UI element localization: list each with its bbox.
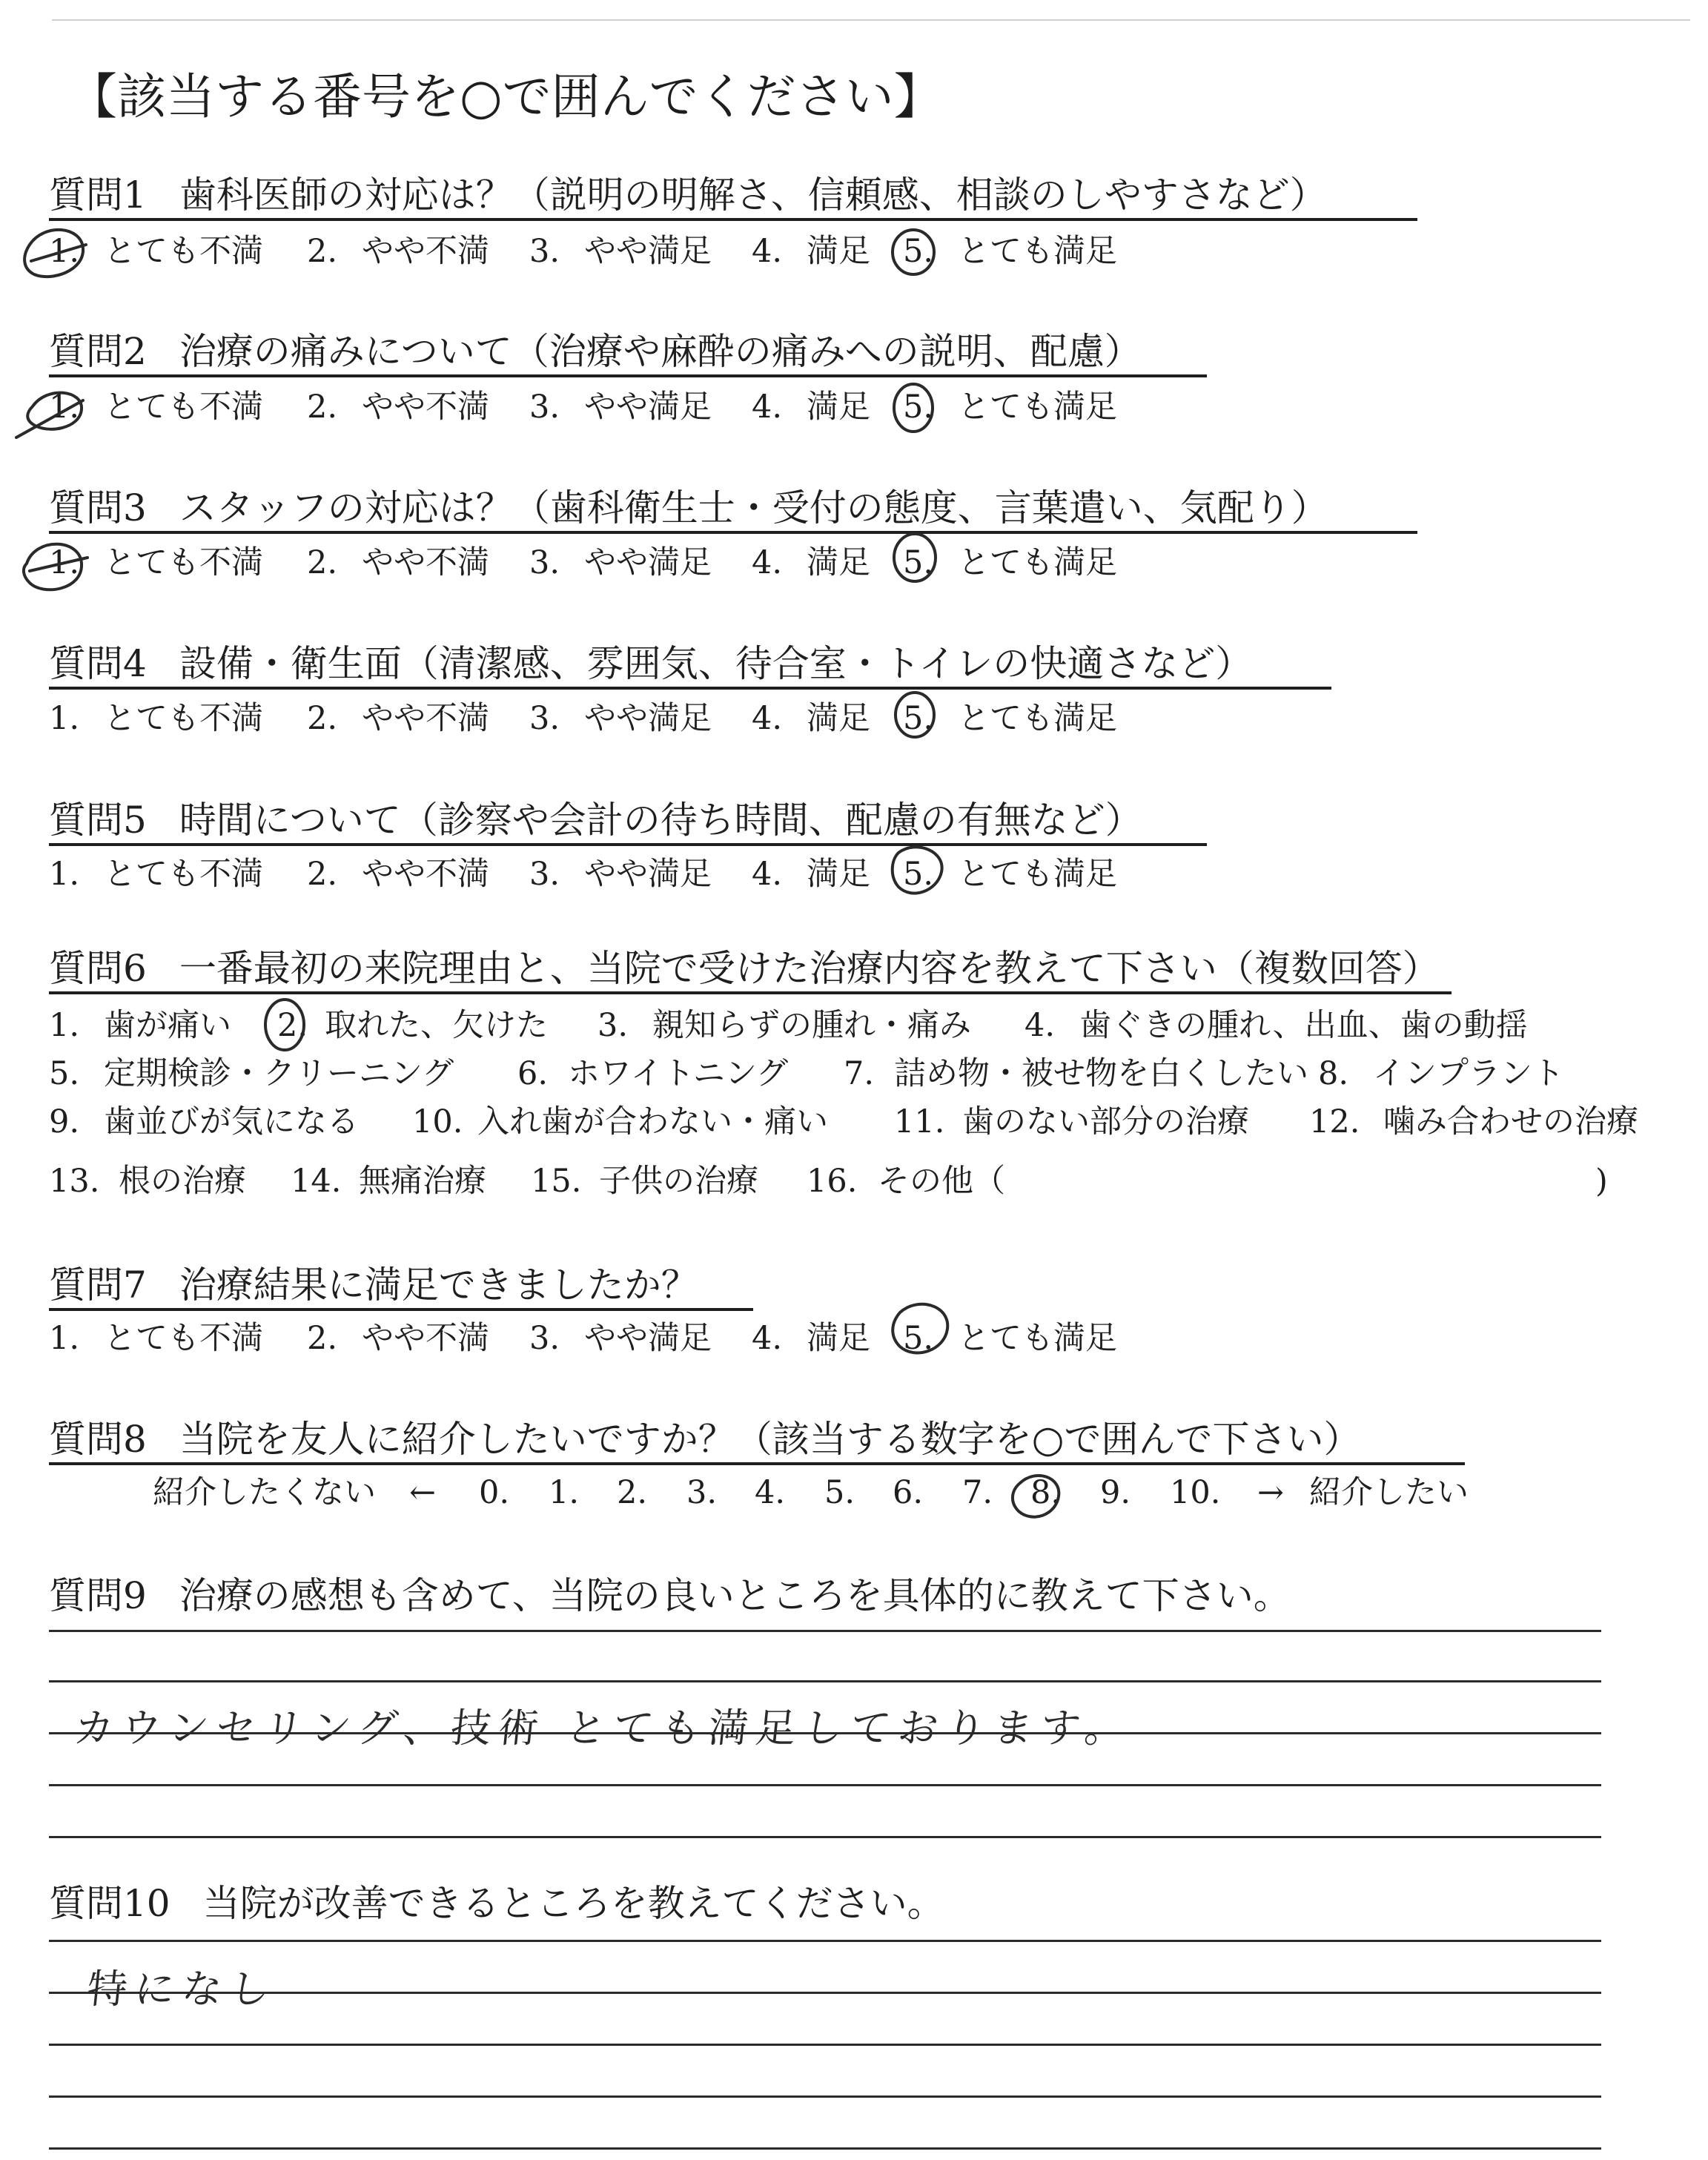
q9-writing-line[interactable] — [49, 1680, 1601, 1682]
option-label[interactable]: 取れた、欠けた — [325, 1007, 548, 1044]
option-label[interactable]: やや満足 — [584, 1320, 712, 1357]
option-number[interactable]: 5. — [903, 233, 934, 270]
question-5-underline — [49, 843, 1207, 846]
option-label[interactable]: とても不満 — [104, 544, 263, 581]
question-number: 質問8 — [49, 1418, 147, 1461]
option-number[interactable]: 3. — [529, 389, 560, 426]
question-8-title — [49, 1418, 1361, 1461]
question-1-title — [49, 174, 1327, 217]
option-label[interactable]: とても不満 — [104, 856, 263, 893]
option-number[interactable]: 5. — [903, 856, 934, 893]
option-number[interactable]: 5. — [903, 1320, 934, 1357]
question-text: 設備・衛生面（清潔感、雰囲気、待合室・トイレの快適さなど） — [179, 642, 1253, 685]
option-number[interactable]: 3. — [529, 1320, 560, 1357]
instructions-header: 【該当する番号を○で囲んでください】 — [68, 68, 943, 125]
option-number[interactable]: 3. — [598, 1007, 629, 1044]
option-number[interactable]: 2. — [307, 1320, 338, 1357]
option-label[interactable]: とても不満 — [104, 700, 263, 737]
option-number[interactable]: 5. — [903, 544, 934, 581]
question-4-underline — [49, 687, 1331, 690]
option-number[interactable]: 3. — [529, 856, 560, 893]
option-label[interactable]: とても満足 — [958, 1320, 1117, 1357]
q9-handwritten-answer: カウンセリング、技術 とても満足しております。 — [71, 1705, 1135, 1751]
option-number[interactable]: 2. — [277, 1007, 308, 1044]
scale-number[interactable]: 6. — [893, 1474, 924, 1511]
option-label[interactable]: やや満足 — [584, 544, 712, 581]
question-text: 治療の感想も含めて、当院の良いところを具体的に教えて下さい。 — [179, 1574, 1291, 1617]
option-number[interactable]: 9. — [49, 1103, 80, 1140]
option-number[interactable]: 1. — [49, 544, 80, 581]
option-label[interactable]: やや不満 — [362, 700, 489, 737]
option-number[interactable]: 1. — [49, 856, 80, 893]
scale-right-label: 紹介したい — [1309, 1474, 1469, 1511]
option-number[interactable]: 4. — [752, 856, 783, 893]
scale-left-arrow: ← — [409, 1474, 437, 1511]
option-label[interactable]: 根の治療 — [119, 1163, 246, 1200]
option-label[interactable]: やや不満 — [362, 233, 489, 270]
option-label[interactable]: 満足 — [807, 544, 870, 581]
question-number: 質問5 — [49, 799, 147, 842]
option-label[interactable]: やや満足 — [584, 856, 712, 893]
question-3-title — [49, 486, 1328, 529]
option-number[interactable]: 14. — [291, 1163, 342, 1200]
question-number: 質問7 — [49, 1264, 147, 1307]
option-label[interactable]: やや満足 — [584, 700, 712, 737]
option-number[interactable]: 10. — [412, 1103, 463, 1140]
q10-writing-line[interactable] — [49, 2147, 1601, 2150]
option-number[interactable]: 3. — [529, 233, 560, 270]
question-number: 質問3 — [49, 486, 147, 529]
scale-number[interactable]: 4. — [755, 1474, 786, 1511]
scale-number[interactable]: 3. — [686, 1474, 718, 1511]
scale-number[interactable]: 7. — [962, 1474, 993, 1511]
scale-left-label: 紹介したくない — [153, 1474, 376, 1511]
option-label[interactable]: やや不満 — [362, 1320, 489, 1357]
question-text: 治療結果に満足できましたか？ — [179, 1264, 698, 1307]
option-number[interactable]: 5. — [903, 700, 934, 737]
q10-writing-line[interactable] — [49, 2044, 1601, 2046]
question-number: 質問6 — [49, 947, 147, 990]
option-number[interactable]: 3. — [529, 544, 560, 581]
q9-writing-line[interactable] — [49, 1784, 1601, 1786]
scale-number[interactable]: 2. — [617, 1474, 648, 1511]
option-number[interactable]: 1. — [49, 1320, 80, 1357]
option-label[interactable]: とても満足 — [958, 389, 1117, 426]
option-number[interactable]: 4. — [1025, 1007, 1056, 1044]
option-number[interactable]: 2. — [307, 544, 338, 581]
option-label[interactable]: とても満足 — [958, 233, 1117, 270]
question-1-underline — [49, 218, 1417, 221]
option-number[interactable]: 7. — [844, 1055, 875, 1092]
option-label[interactable]: その他（ — [878, 1163, 1005, 1200]
option-label[interactable]: とても満足 — [958, 856, 1117, 893]
q10-writing-line[interactable] — [49, 1992, 1601, 1994]
question-text: 時間について（診察や会計の待ち時間、配慮の有無など） — [179, 799, 1142, 842]
option-label[interactable]: やや満足 — [584, 233, 712, 270]
question-5-title — [49, 799, 1142, 842]
option-number[interactable]: 16. — [807, 1163, 858, 1200]
scale-right-arrow: → — [1257, 1474, 1285, 1511]
option-number[interactable]: 2. — [307, 389, 338, 426]
option-number[interactable]: 4. — [752, 1320, 783, 1357]
option-number[interactable]: 12. — [1309, 1103, 1360, 1140]
option-label[interactable]: とても不満 — [104, 1320, 263, 1357]
option-label[interactable]: やや不満 — [362, 856, 489, 893]
option-label[interactable]: 満足 — [807, 1320, 870, 1357]
option-number[interactable]: 1. — [49, 1007, 80, 1044]
question-8-underline — [49, 1462, 1465, 1465]
option-label[interactable]: とても満足 — [958, 544, 1117, 581]
top-border — [52, 19, 1690, 21]
option-number[interactable]: 3. — [529, 700, 560, 737]
option-label[interactable]: 満足 — [807, 389, 870, 426]
q10-writing-line[interactable] — [49, 2095, 1601, 2098]
option-label[interactable]: ホワイトニング — [568, 1055, 789, 1092]
question-text: 歯科医師の対応は？（説明の明解さ、信頼感、相談のしやすさなど） — [179, 174, 1327, 217]
question-2-underline — [49, 374, 1207, 377]
q10-handwritten-answer: 特になし — [85, 1966, 279, 2012]
question-10-title — [49, 1882, 944, 1925]
option-number[interactable]: 1. — [49, 700, 80, 737]
option-label[interactable]: とても不満 — [104, 233, 263, 270]
option-label[interactable]: 噛み合わせの治療 — [1383, 1103, 1638, 1140]
option-label[interactable]: とても満足 — [958, 700, 1117, 737]
option-number[interactable]: 2. — [307, 856, 338, 893]
option-label[interactable]: 詰め物・被せ物を白くしたい — [894, 1055, 1308, 1092]
option-label[interactable]: 歯が痛い — [104, 1007, 231, 1044]
option-label[interactable]: 子供の治療 — [599, 1163, 758, 1200]
scale-number[interactable]: 1. — [549, 1474, 580, 1511]
question-2-title — [49, 330, 1142, 373]
scale-number[interactable]: 0. — [479, 1474, 510, 1511]
option-label[interactable]: 歯並びが気になる — [104, 1103, 359, 1140]
option-label[interactable]: 満足 — [807, 856, 870, 893]
option-number[interactable]: 2. — [307, 700, 338, 737]
question-9-title — [49, 1574, 1291, 1617]
option-label[interactable]: 無痛治療 — [359, 1163, 486, 1200]
q9-writing-line[interactable] — [49, 1836, 1601, 1838]
other-close-paren: ) — [1595, 1163, 1608, 1200]
scale-number[interactable]: 8. — [1030, 1474, 1062, 1511]
option-number[interactable]: 5. — [903, 389, 934, 426]
option-number[interactable]: 1. — [49, 389, 80, 426]
option-number[interactable]: 4. — [752, 389, 783, 426]
option-label[interactable]: やや不満 — [362, 389, 489, 426]
question-number: 質問4 — [49, 642, 147, 685]
option-number[interactable]: 4. — [752, 700, 783, 737]
option-number[interactable]: 4. — [752, 233, 783, 270]
question-7-title — [49, 1264, 698, 1307]
option-label[interactable]: インプラント — [1373, 1055, 1564, 1092]
question-number: 質問9 — [49, 1574, 147, 1617]
option-label[interactable]: 歯のない部分の治療 — [962, 1103, 1249, 1140]
q9-writing-line[interactable] — [49, 1630, 1601, 1632]
option-number[interactable]: 8. — [1318, 1055, 1349, 1092]
question-text: 当院を友人に紹介したいですか？（該当する数字を○で囲んで下さい） — [179, 1418, 1361, 1461]
option-label[interactable]: 親知らずの腫れ・痛み — [652, 1007, 971, 1044]
option-number[interactable]: 4. — [752, 544, 783, 581]
option-number[interactable]: 1. — [49, 233, 80, 270]
question-text: 一番最初の来院理由と、当院で受けた治療内容を教えて下さい（複数回答） — [179, 947, 1440, 990]
option-label[interactable]: 満足 — [807, 233, 870, 270]
option-label[interactable]: 定期検診・クリーニング — [104, 1055, 454, 1092]
option-label[interactable]: とても不満 — [104, 389, 263, 426]
option-number[interactable]: 15. — [531, 1163, 582, 1200]
question-number: 質問10 — [49, 1882, 171, 1925]
question-number: 質問1 — [49, 174, 147, 217]
option-label[interactable]: 入れ歯が合わない・痛い — [477, 1103, 828, 1140]
question-6-title — [49, 947, 1440, 990]
option-number[interactable]: 11. — [894, 1103, 945, 1140]
option-label[interactable]: やや不満 — [362, 544, 489, 581]
option-label[interactable]: やや満足 — [584, 389, 712, 426]
option-number[interactable]: 6. — [517, 1055, 549, 1092]
question-3-underline — [49, 531, 1417, 534]
question-text: 当院が改善できるところを教えてください。 — [202, 1882, 944, 1925]
option-number[interactable]: 2. — [307, 233, 338, 270]
scale-number[interactable]: 9. — [1100, 1474, 1131, 1511]
option-number[interactable]: 13. — [49, 1163, 100, 1200]
question-6-underline — [49, 991, 1452, 994]
option-label[interactable]: 満足 — [807, 700, 870, 737]
question-text: 治療の痛みについて（治療や麻酔の痛みへの説明、配慮） — [179, 330, 1142, 373]
question-text: スタッフの対応は？（歯科衛生士・受付の態度、言葉遣い、気配り） — [179, 486, 1328, 529]
question-7-underline — [49, 1308, 753, 1311]
scale-number[interactable]: 10. — [1170, 1474, 1221, 1511]
question-4-title — [49, 642, 1253, 685]
scale-number[interactable]: 5. — [824, 1474, 855, 1511]
option-number[interactable]: 5. — [49, 1055, 80, 1092]
question-number: 質問2 — [49, 330, 147, 373]
option-label[interactable]: 歯ぐきの腫れ、出血、歯の動揺 — [1079, 1007, 1528, 1044]
q10-writing-line[interactable] — [49, 1940, 1601, 1942]
